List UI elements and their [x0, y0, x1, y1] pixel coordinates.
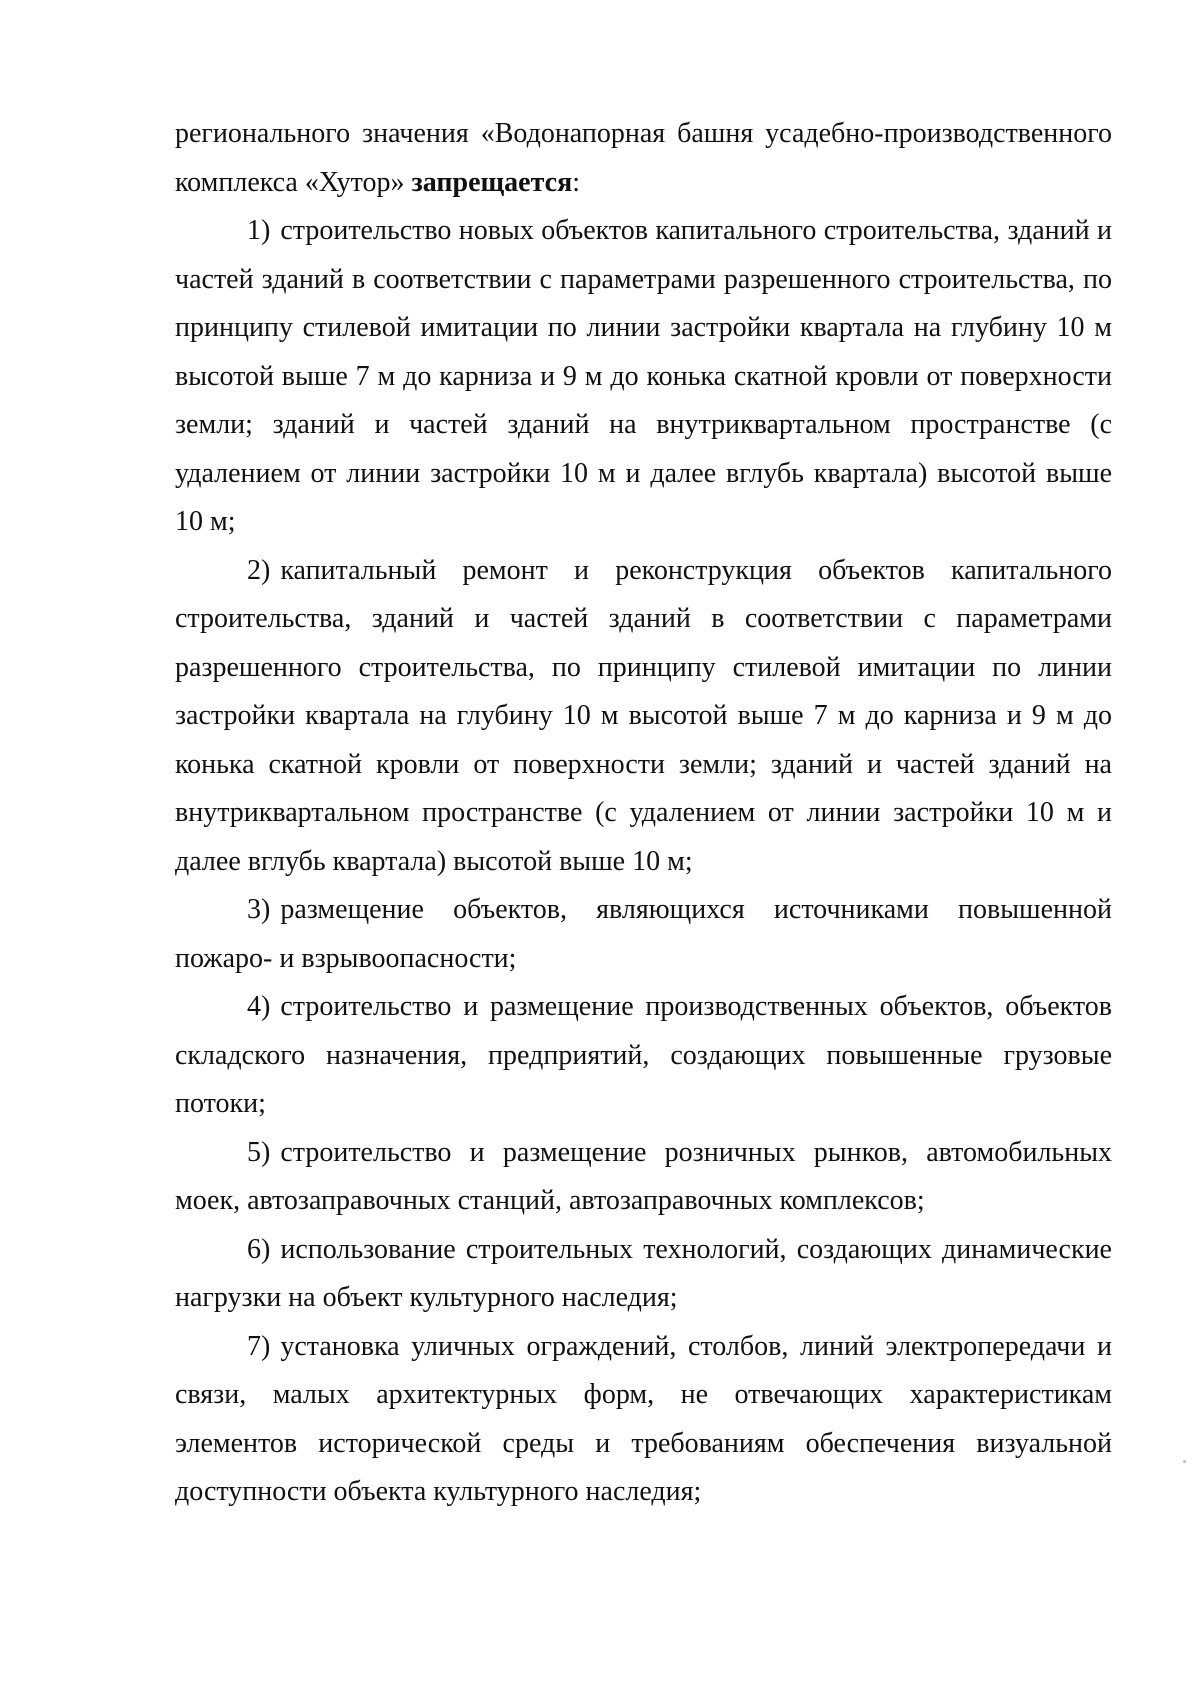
list-item-number: 1)	[247, 215, 271, 246]
list-item-7	[175, 1323, 1112, 1517]
list-item-6	[175, 1226, 1112, 1323]
list-item-5	[175, 1129, 1112, 1226]
document-body	[175, 110, 1112, 1517]
intro-end: :	[572, 166, 581, 198]
intro-bold-text: запрещается	[411, 166, 573, 198]
list-item-text: строительство и размещение производственных объектов, объектов складского назначения, предприятий, создающих повышенные грузовые потоки;	[175, 991, 1112, 1119]
list-item-3	[175, 886, 1112, 983]
list-item-2	[175, 547, 1112, 887]
scan-speck	[1183, 1460, 1186, 1463]
intro-paragraph	[175, 110, 1112, 207]
list-item-number: 2)	[247, 554, 271, 586]
list-item-number: 5)	[247, 1136, 271, 1168]
list-item-text: строительство и размещение розничных рынков, автомобильных моек, автозаправочных станций, автозаправочных комплексов;	[175, 1136, 1112, 1216]
list-item-text: использование строительных технологий, создающих динамические нагрузки на объект культурного наследия;	[175, 1233, 1112, 1313]
list-item-number: 6)	[247, 1233, 271, 1265]
list-item-text: капитальный ремонт и реконструкция объектов капитального строительства, зданий и частей зданий в соответствии с параметрами разрешенного строительства, по принципу стилевой имитации по линии застройки квартала на глубину 10 м высотой выше 7 м до карниза и 9 м до конька скатной кровли от поверхности земли; зданий и частей зданий на внутриквартальном пространстве (с удалением от линии застройки 10 м и далее вглубь квартала) высотой выше 10 м;	[175, 554, 1112, 877]
list-item-number: 7)	[247, 1330, 271, 1362]
list-item-4	[175, 983, 1112, 1129]
intro-text: регионального значения «Водонапорная башня усадебно-производственного комплекса «Хутор»	[175, 118, 1112, 198]
list-item-text: установка уличных ограждений, столбов, линий электропередачи и связи, малых архитектурных форм, не отвечающих характеристикам элементов исторической среды и требованиям обеспечения визуальной доступности объекта культурного наследия;	[175, 1330, 1112, 1507]
list-item-1	[175, 207, 1112, 547]
list-item-number: 3)	[247, 894, 271, 925]
list-item-number: 4)	[247, 991, 271, 1022]
list-item-text: строительство новых объектов капитального строительства, зданий и частей зданий в соответствии с параметрами разрешенного строительства, по принципу стилевой имитации по линии застройки квартала на глубину 10 м высотой выше 7 м до карниза и 9 м до конька скатной кровли от поверхности земли; зданий и частей зданий на внутриквартальном пространстве (с удалением от линии застройки 10 м и далее вглубь квартала) высотой выше 10 м;	[175, 215, 1112, 537]
list-item-text: размещение объектов, являющихся источниками повышенной пожаро- и взрывоопасности;	[175, 894, 1112, 974]
